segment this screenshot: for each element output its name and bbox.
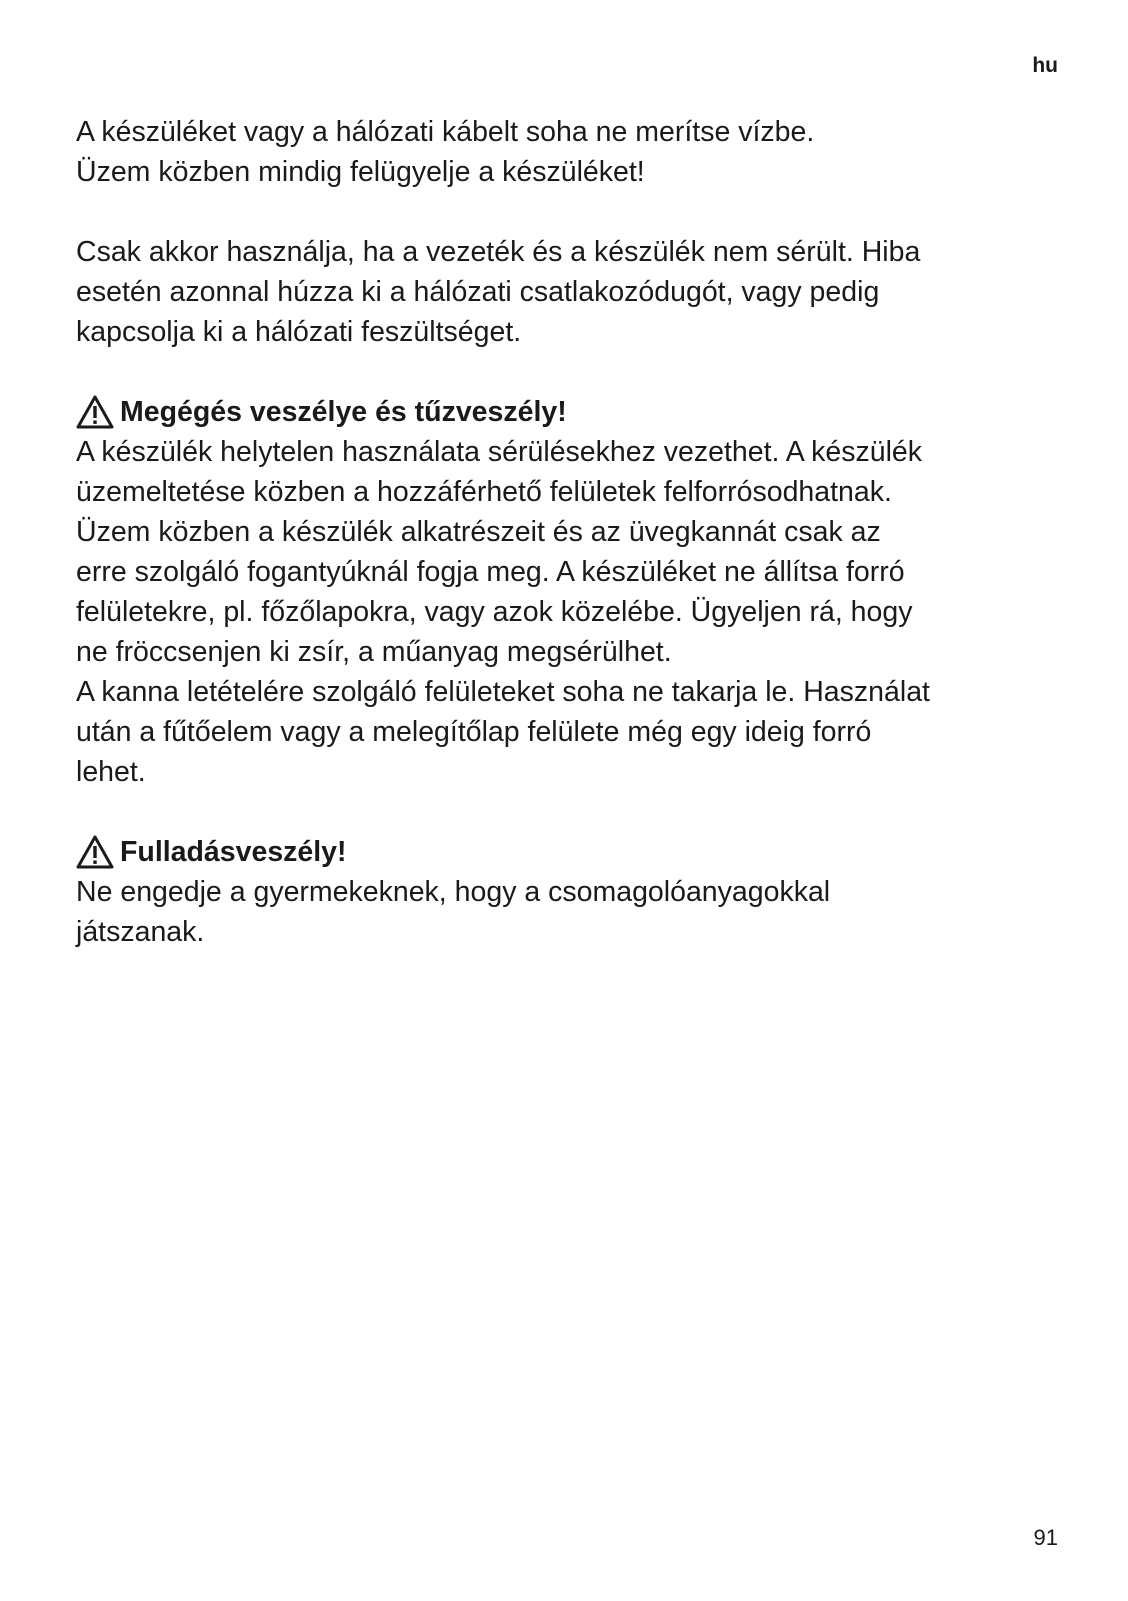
text-line: Csak akkor használja, ha a vezeték és a készülék nem sérült. Hiba bbox=[76, 236, 921, 268]
section-damage-notice bbox=[76, 232, 1066, 352]
text-line: játszanak. bbox=[76, 916, 205, 948]
text-line: ne fröccsenjen ki zsír, a műanyag megsérülhet. bbox=[76, 636, 672, 668]
warning-heading bbox=[76, 392, 1066, 432]
language-code: hu bbox=[1032, 54, 1058, 77]
warning-heading bbox=[76, 832, 1066, 872]
warning-title: Fulladásveszély! bbox=[120, 836, 347, 868]
section-water-warning bbox=[76, 112, 1066, 192]
document-body bbox=[76, 112, 1066, 952]
text-line: A készülék helytelen használata sérülésekhez vezethet. A készülék bbox=[76, 436, 923, 468]
section-suffocation-warning bbox=[76, 832, 1066, 952]
text-line: esetén azonnal húzza ki a hálózati csatlakozódugót, vagy pedig bbox=[76, 276, 880, 308]
page-number: 91 bbox=[1033, 1525, 1058, 1550]
text-line: Üzem közben mindig felügyelje a készüléket! bbox=[76, 156, 645, 188]
text-line: Üzem közben a készülék alkatrészeit és az üvegkannát csak az bbox=[76, 516, 881, 548]
warning-triangle-icon bbox=[76, 835, 114, 869]
text-line: üzemeltetése közben a hozzáférhető felületek felforrósodhatnak. bbox=[76, 476, 892, 508]
text-line: lehet. bbox=[76, 756, 146, 788]
section-burn-fire-warning bbox=[76, 392, 1066, 792]
paragraph-gap bbox=[76, 192, 1066, 232]
text-line: felületekre, pl. főzőlapokra, vagy azok közelébe. Ügyeljen rá, hogy bbox=[76, 596, 913, 628]
text-line: után a fűtőelem vagy a melegítőlap felülete még egy ideig forró bbox=[76, 716, 872, 748]
text-line: kapcsolja ki a hálózati feszültséget. bbox=[76, 316, 522, 348]
text-line: A kanna letételére szolgáló felületeket soha ne takarja le. Használat bbox=[76, 676, 930, 708]
text-line: A készüléket vagy a hálózati kábelt soha ne merítse vízbe. bbox=[76, 116, 815, 148]
paragraph-gap bbox=[76, 352, 1066, 392]
text-line: Ne engedje a gyermekeknek, hogy a csomagolóanyagokkal bbox=[76, 876, 831, 908]
text-line: erre szolgáló fogantyúknál fogja meg. A készüléket ne állítsa forró bbox=[76, 556, 905, 588]
warning-triangle-icon bbox=[76, 395, 114, 429]
paragraph-gap bbox=[76, 792, 1066, 832]
warning-title: Megégés veszélye és tűzveszély! bbox=[120, 396, 567, 428]
